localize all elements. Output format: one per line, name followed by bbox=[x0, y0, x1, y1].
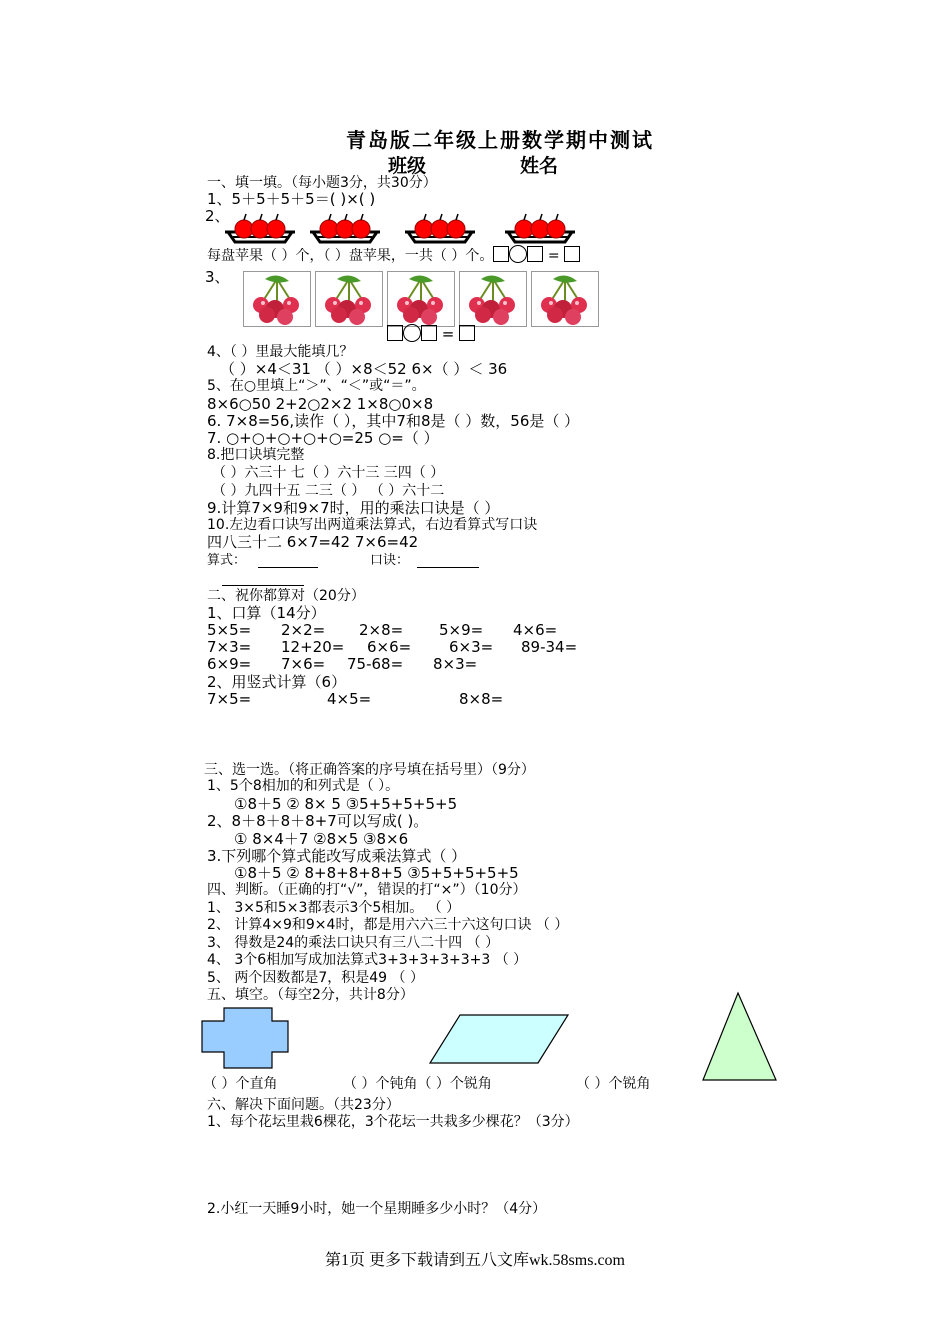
s1-q5: 5、在○里填上“＞”、“＜”或“＝”。 bbox=[207, 378, 426, 394]
s1-q6: 6. 7×8=56,读作（ ），其中7和8是（ ）数，56是（ ） bbox=[207, 412, 580, 430]
s1-q8-line2: （ ）九四十五 二三（ ） （ ）六十二 bbox=[212, 483, 445, 499]
s3-q3-options: ①8＋5 ② 8+8+8+8+5 ③5+5+5+5+5 bbox=[234, 864, 519, 882]
calc-item: 7×3= bbox=[207, 638, 252, 656]
shapes-figure bbox=[198, 990, 788, 1090]
s3-q2: 2、8＋8＋8＋8+7可以写成( )。 bbox=[207, 812, 429, 830]
parallelogram-shape bbox=[430, 1015, 568, 1063]
calc-item: 6×3= bbox=[449, 638, 494, 656]
s3-q1-options: ①8＋5 ② 8× 5 ③5+5+5+5+5 bbox=[234, 795, 458, 813]
judge-item: 3、 得数是24的乘法口诀只有三八二十四 （ ） bbox=[207, 935, 500, 951]
calc-item: 89-34= bbox=[521, 638, 578, 656]
s1-q4: 4、（ ）里最大能填几？ bbox=[207, 344, 354, 360]
s1-q2-text bbox=[207, 245, 580, 265]
section-4-heading: 四、判断。（正确的打“√”，错误的打“×”）（10分） bbox=[207, 882, 527, 898]
judge-item: 1、 3×5和5×3都表示3个5相加。 （ ） bbox=[207, 900, 461, 916]
s1-q2-number: 2、 bbox=[205, 207, 230, 225]
page-title: 青岛版二年级上册数学期中测试 bbox=[346, 128, 654, 152]
s2-sub1: 1、口算（14分） bbox=[207, 604, 326, 622]
s6-q1: 1、每个花坛里栽6棵花，3个花坛一共栽多少棵花？（3分） bbox=[207, 1114, 579, 1130]
name-label: 姓名 bbox=[520, 155, 559, 177]
calc-item: 4×6= bbox=[513, 621, 558, 639]
calc-item: 7×5= bbox=[207, 690, 252, 708]
calc-item: 6×9= bbox=[207, 655, 252, 673]
s1-q1: 1、5＋5＋5＋5＝( )×( ) bbox=[207, 190, 376, 208]
judge-item: 2、 计算4×9和9×4时，都是用六六三十六这句口诀 （ ） bbox=[207, 917, 569, 933]
calc-item: 5×9= bbox=[439, 621, 484, 639]
s1-q2-sentence: 每盘苹果（ ）个，（ ）盘苹果，一共（ ）个。 bbox=[207, 248, 494, 264]
s1-q4-items: （ ）×4＜31 （ ）×8＜52 6×（ ）＜ 36 bbox=[220, 360, 508, 378]
calc-item: 75-68= bbox=[347, 655, 404, 673]
s1-q10-rhyme-label: 口诀： bbox=[370, 553, 410, 568]
s1-q7: 7. ○+○+○+○+○=25 ○=（ ） bbox=[207, 429, 439, 447]
section-5-heading: 五、填空。（每空2分，共计8分） bbox=[207, 987, 414, 1003]
section-1-heading: 一、填一填。（每小题3分，共30分） bbox=[207, 175, 437, 191]
s3-q2-options: ① 8×4＋7 ②8×5 ③8×6 bbox=[234, 830, 409, 848]
calc-item: 8×3= bbox=[433, 655, 478, 673]
s2-sub2: 2、用竖式计算（6） bbox=[207, 673, 347, 691]
cross-shape bbox=[202, 1008, 288, 1068]
s1-q3-equation bbox=[387, 324, 475, 343]
s1-q10: 10.左边看口诀写出两道乘法算式，右边看算式写口诀 bbox=[207, 517, 538, 533]
s5-label-acute: （ ）个锐角 bbox=[576, 1076, 651, 1092]
judge-item: 5、 两个因数都是7，积是49 （ ） bbox=[207, 970, 424, 986]
answer-box bbox=[527, 246, 543, 262]
s5-label-obtuse-acute: （ ）个钝角（ ）个锐角 bbox=[343, 1076, 492, 1092]
calc-item: 2×2= bbox=[281, 621, 326, 639]
section-3-heading: 三、选一选。（将正确答案的序号填在括号里）（9分） bbox=[204, 762, 535, 778]
s1-q3-number: 3、 bbox=[205, 268, 230, 286]
s5-label-right-angle: （ ）个直角 bbox=[203, 1076, 278, 1092]
calc-item: 4×5= bbox=[327, 690, 372, 708]
divider-line bbox=[222, 585, 304, 586]
s1-q10-line1: 四八三十二 6×7=42 7×6=42 bbox=[207, 533, 419, 551]
answer-box bbox=[421, 325, 437, 341]
apple-plates-image bbox=[220, 210, 720, 250]
calc-item: 8×8= bbox=[459, 690, 504, 708]
s1-q10-formula-label: 算式： bbox=[207, 553, 247, 568]
s3-q3: 3.下列哪个算式能改写成乘法算式（ ） bbox=[207, 847, 467, 865]
answer-box bbox=[493, 246, 509, 262]
rhyme-answer-line bbox=[417, 567, 479, 568]
class-label: 班级 bbox=[388, 155, 427, 177]
calc-item: 12+20= bbox=[281, 638, 345, 656]
section-2-heading: 二、祝你都算对（20分） bbox=[207, 588, 365, 604]
calc-item: 2×8= bbox=[359, 621, 404, 639]
formula-answer-line bbox=[258, 567, 318, 568]
judge-item: 4、 3个6相加写成加法算式3+3+3+3+3+3 （ ） bbox=[207, 952, 528, 968]
page-footer: 第1页 更多下载请到五八文库wk.58sms.com bbox=[324, 1252, 625, 1269]
s1-q9: 9.计算7×9和9×7时，用的乘法口诀是（ ） bbox=[207, 499, 500, 517]
calc-item: 5×5= bbox=[207, 621, 252, 639]
answer-circle bbox=[509, 245, 527, 263]
answer-box bbox=[564, 246, 580, 262]
section-6-heading: 六、解决下面问题。（共23分） bbox=[207, 1097, 400, 1113]
s1-q8: 8.把口诀填完整 bbox=[207, 447, 305, 463]
s1-q8-line1: （ ）六三十 七（ ）六十三 三四（ ） bbox=[212, 465, 445, 481]
answer-box bbox=[459, 325, 475, 341]
answer-circle bbox=[403, 324, 421, 342]
calc-item: 6×6= bbox=[367, 638, 412, 656]
equals-sign: = bbox=[441, 325, 455, 343]
s6-q2: 2.小红一天睡9小时，她一个星期睡多少小时？（4分） bbox=[207, 1201, 547, 1217]
s3-q1: 1、5个8相加的和列式是（ ）。 bbox=[207, 778, 400, 794]
s1-q5-items: 8×6○50 2+2○2×2 1×8○0×8 bbox=[207, 395, 434, 413]
answer-box bbox=[387, 325, 403, 341]
calc-item: 7×6= bbox=[281, 655, 326, 673]
triangle-shape bbox=[703, 993, 776, 1080]
equals-sign: = bbox=[547, 248, 560, 264]
cherry-images bbox=[243, 271, 603, 329]
